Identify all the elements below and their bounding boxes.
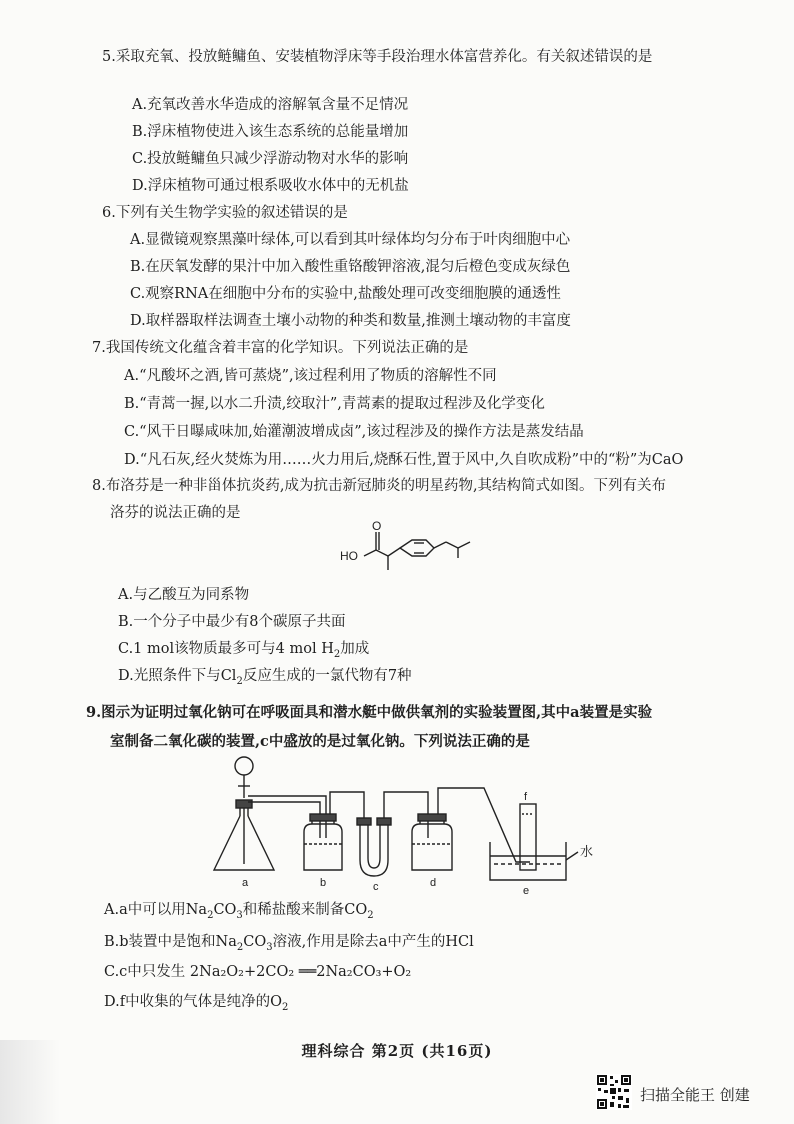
q6-option-a: A.显微镜观察黑藻叶绿体,可以看到其叶绿体均匀分布于叶肉细胞中心 bbox=[130, 232, 571, 248]
q8-option-c-sub: 2 bbox=[333, 648, 341, 660]
page-footer: 理科综合 第2页 (共16页) bbox=[301, 1042, 493, 1060]
q9-option-b-text: B.b装置中是饱和Na bbox=[104, 934, 237, 950]
apparatus-diagram bbox=[200, 752, 600, 897]
q8-option-b: B.一个分子中最少有8个碳原子共面 bbox=[118, 614, 346, 630]
oxygen-label: O bbox=[372, 519, 382, 533]
qr-code-icon bbox=[596, 1074, 632, 1110]
q5-option-d: D.浮床植物可通过根系吸收水体中的无机盐 bbox=[132, 178, 409, 194]
q8-option-c-text: C.1 mol该物质最多可与4 mol H bbox=[118, 641, 334, 657]
q8-option-c bbox=[118, 639, 369, 665]
q9-option-d bbox=[104, 992, 288, 1018]
label-e: e bbox=[523, 885, 530, 897]
label-c: c bbox=[373, 881, 379, 893]
q9-option-d-text: D.f中收集的气体是纯净的O bbox=[104, 994, 282, 1010]
hydroxyl-label: HO bbox=[340, 549, 358, 563]
q9-option-b bbox=[104, 932, 474, 958]
q6-stem: 6.下列有关生物学实验的叙述错误的是 bbox=[102, 205, 348, 221]
q7-option-a: A.“凡酸坏之酒,皆可蒸烧”,该过程利用了物质的溶解性不同 bbox=[124, 368, 497, 384]
q9-option-d-sub: 2 bbox=[281, 1001, 289, 1013]
label-f: f bbox=[524, 791, 528, 803]
q5-option-a: A.充氧改善水华造成的溶解氧含量不足情况 bbox=[132, 97, 409, 113]
q7-option-c: C.“风干日曝咸味加,始灌潮波增成卤”,该过程涉及的操作方法是蒸发结晶 bbox=[124, 424, 584, 440]
q8-option-d-sub: 2 bbox=[236, 675, 243, 687]
scanner-watermark bbox=[596, 1074, 786, 1116]
label-water: 水 bbox=[580, 844, 594, 859]
q9-option-a-sub1: 2 bbox=[207, 909, 214, 921]
q9-option-b-sub2: 3 bbox=[266, 941, 273, 953]
q8-stem-line1: 8.布洛芬是一种非甾体抗炎药,成为抗击新冠肺炎的明星药物,其结构简式如图。下列有关布 bbox=[92, 478, 667, 494]
q6-option-c: C.观察RNA在细胞中分布的实验中,盐酸处理可改变细胞膜的通透性 bbox=[130, 286, 561, 302]
q8-stem-line2: 洛芬的说法正确的是 bbox=[110, 505, 241, 521]
q9-stem-line1: 9.图示为证明过氧化钠可在呼吸面具和潜水艇中做供氧剂的实验装置图,其中a装置是实验 bbox=[86, 704, 653, 721]
q8-option-d bbox=[118, 666, 412, 692]
q9-option-b-tail: 溶液,作用是除去a中产生的HCl bbox=[272, 934, 474, 950]
q6-option-d: D.取样器取样法调查土壤小动物的种类和数量,推测土壤动物的丰富度 bbox=[130, 313, 571, 329]
q8-option-a: A.与乙酸互为同系物 bbox=[118, 587, 250, 603]
q7-stem: 7.我国传统文化蕴含着丰富的化学知识。下列说法正确的是 bbox=[92, 340, 469, 356]
q9-option-a-sub3: 2 bbox=[367, 909, 374, 921]
label-d: d bbox=[430, 877, 437, 889]
watermark-text: 扫描全能王 创建 bbox=[640, 1086, 750, 1104]
ibuprofen-structure-diagram bbox=[330, 518, 510, 588]
q5-option-c: C.投放鲢鳙鱼只减少浮游动物对水华的影响 bbox=[132, 151, 409, 167]
q6-option-b: B.在厌氧发酵的果汁中加入酸性重铬酸钾溶液,混匀后橙色变成灰绿色 bbox=[130, 259, 571, 275]
q8-option-d-text: D.光照条件下与Cl bbox=[118, 668, 237, 684]
q9-option-a bbox=[104, 900, 374, 926]
q9-option-a-mid2: 和稀盐酸来制备CO bbox=[242, 902, 368, 918]
q7-option-d: D.“凡石灰,经火焚炼为用……火力用后,烧酥石性,置于风中,久自吹成粉”中的“粉”为CaO bbox=[124, 452, 684, 468]
q9-option-b-mid: CO bbox=[243, 934, 267, 950]
q9-option-a-text: A.a中可以用Na bbox=[104, 902, 208, 918]
q9-option-a-sub2: 3 bbox=[236, 909, 243, 921]
label-b: b bbox=[320, 877, 327, 889]
q9-stem-line2: 室制备二氧化碳的装置,c中盛放的是过氧化钠。下列说法正确的是 bbox=[110, 733, 530, 750]
label-a: a bbox=[242, 877, 249, 889]
q5-option-b: B.浮床植物使进入该生态系统的总能量增加 bbox=[132, 124, 409, 140]
q5-stem: 5.采取充氧、投放鲢鳙鱼、安装植物浮床等手段治理水体富营养化。有关叙述错误的是 bbox=[102, 49, 653, 65]
q9-option-c: C.c中只发生 2Na₂O₂+2CO₂ ══2Na₂CO₃+O₂ bbox=[104, 964, 412, 980]
q8-option-c-tail: 加成 bbox=[340, 641, 370, 657]
q9-option-a-mid: CO bbox=[213, 902, 237, 918]
q8-option-d-tail: 反应生成的一氯代物有7种 bbox=[242, 668, 412, 684]
q9-option-b-sub1: 2 bbox=[236, 941, 244, 953]
q7-option-b: B.“青蒿一握,以水二升渍,绞取汁”,青蒿素的提取过程涉及化学变化 bbox=[124, 396, 545, 412]
